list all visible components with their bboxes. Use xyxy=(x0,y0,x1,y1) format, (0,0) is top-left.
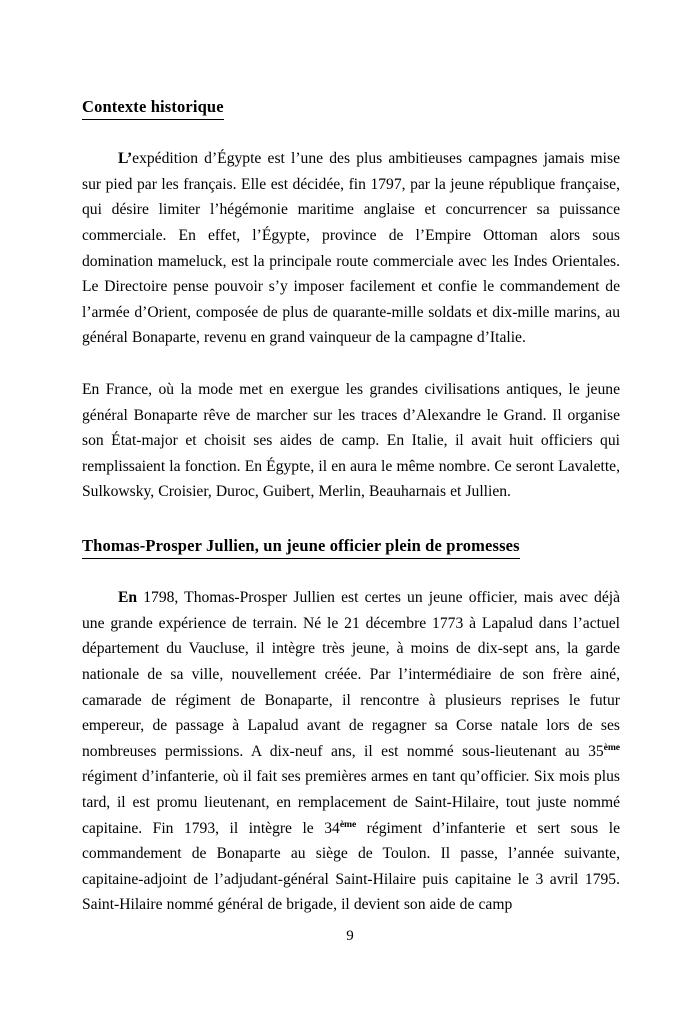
paragraph-lead-1: L’ xyxy=(118,150,133,168)
paragraph-body-3b: régiment d’infanterie, où il fait ses premières armes en tant qu’officier. Six mois plus tard, il est promu lieutenant, en remplacement de Saint-Hilaire, tout juste nommé capitaine. Fin 1793, il intègre le 34 xyxy=(82,768,620,837)
spacer-after-heading-1 xyxy=(82,120,620,146)
document-content xyxy=(82,96,620,918)
paragraph-jullien-biographie xyxy=(82,585,620,918)
paragraph-lead-3: En xyxy=(118,589,138,607)
paragraph-body-3c: régiment d’infanterie et sert sous le commandement de Bonaparte au siège de Toulon. Il passe, l’année suivante, capitaine-adjoint de l’adjudant-général Saint-Hilaire puis capitaine le 3 avril 1795. Saint-Hilaire nommé général de brigade, il devient son aide de camp xyxy=(82,819,620,914)
paragraph-body-1: expédition d’Égypte est l’une des plus ambitieuses campagnes jamais mise sur pied par les français. Elle est décidée, fin 1797, par la jeune république française, qui désire limiter l’hégémonie maritime anglaise et concurrencer sa puissance commerciale. En effet, l’Égypte, province de l’Empire Ottoman alors sous domination mameluck, est la principale route commerciale avec les Indes Orientales. Le Directoire pense pouvoir s’y imposer facilement et confie le commandement de l’armée d’Orient, composée de plus de quarante-mille soldats et dix-mille marins, au général Bonaparte, revenu en grand vainqueur de la campagne d’Italie. xyxy=(82,150,620,347)
spacer-after-heading-2 xyxy=(82,559,620,585)
ordinal-suffix-34eme: ème xyxy=(339,818,357,830)
paragraph-body-3a: 1798, Thomas-Prosper Jullien est certes un jeune officier, mais avec déjà une grande expérience de terrain. Né le 21 décembre 1773 à Lapalud dans l’actuel département du Vaucluse, il intègre très jeune, à moins de dix-sept ans, la garde nationale de sa ville, nouvellement créée. Par l’intermédiaire de son frère ainé, camarade de régiment de Bonaparte, il rencontre à plusieurs reprises le futur empereur, de passage à Lapalud avant de regagner sa Corse natale lors de ses nombreuses permissions. A dix-neuf ans, il est nommé sous-lieutenant au 35 xyxy=(82,589,620,760)
spacer-between-paragraphs-1 xyxy=(82,351,620,377)
paragraph-en-france xyxy=(82,377,620,505)
spacer-before-heading-2 xyxy=(82,505,620,535)
paragraph-body-2: En France, où la mode met en exergue les grandes civilisations antiques, le jeune général Bonaparte rêve de marcher sur les traces d’Alexandre le Grand. Il organise son État-major et choisit ses aides de camp. En Italie, il avait huit officiers qui remplissaient la fonction. En Égypte, il en aura le même nombre. Ce seront Lavalette, Sulkowsky, Croisier, Duroc, Guibert, Merlin, Beauharnais et Jullien. xyxy=(82,381,620,501)
section-heading-block-2 xyxy=(82,535,620,559)
section-heading-block-1 xyxy=(82,96,620,120)
page-number: 9 xyxy=(346,928,354,944)
section-heading-contexte-historique: Contexte historique xyxy=(82,96,224,120)
ordinal-suffix-35eme: ème xyxy=(603,741,620,753)
section-heading-thomas-prosper-jullien: Thomas-Prosper Jullien, un jeune officier plein de promesses xyxy=(82,535,520,559)
paragraph-expedition-egypte xyxy=(82,146,620,351)
